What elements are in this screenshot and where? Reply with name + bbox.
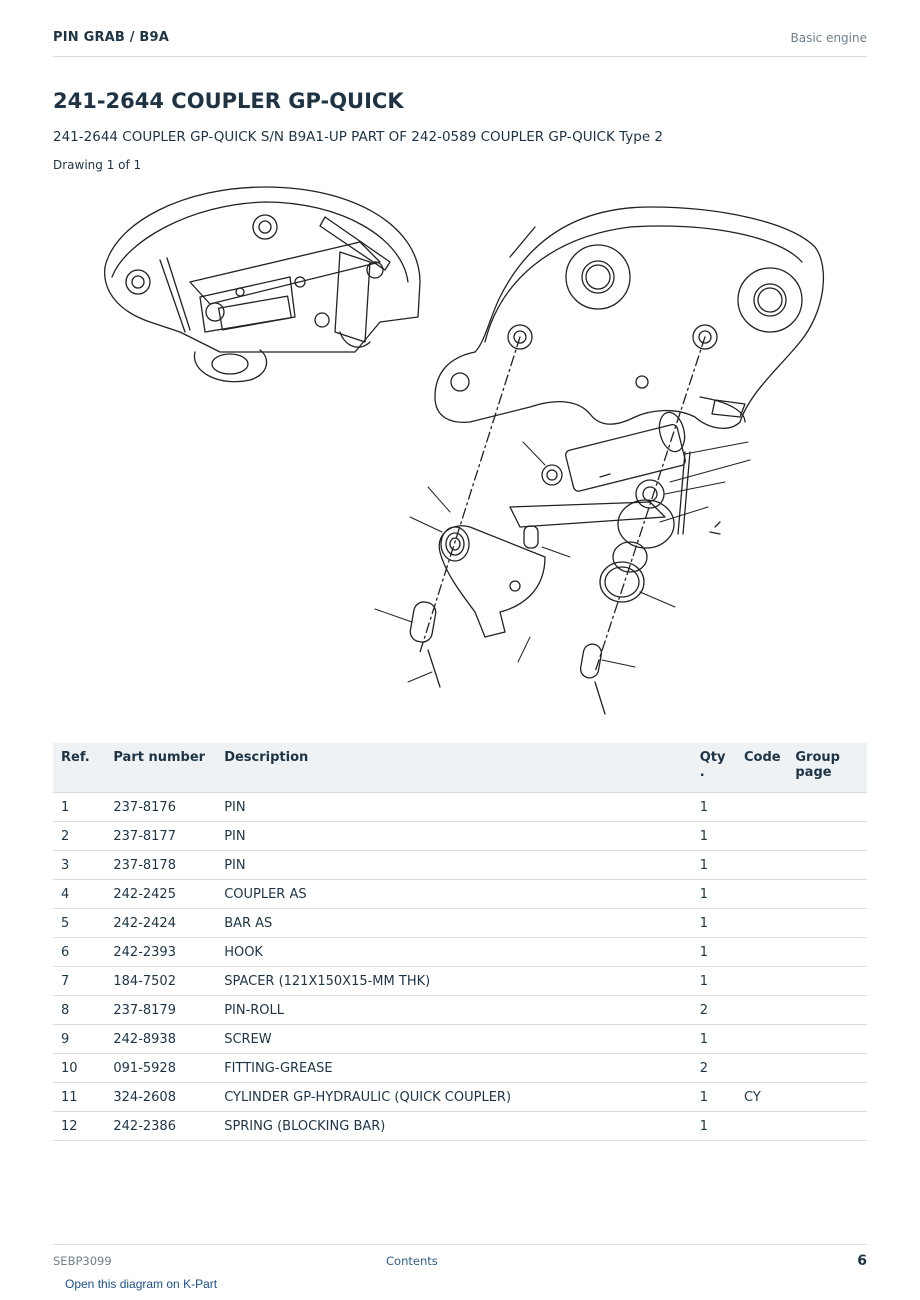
col-description: Description <box>216 743 692 793</box>
pins <box>409 452 720 714</box>
cell-description: SCREW <box>216 1025 692 1054</box>
cell-qty: 1 <box>692 1112 736 1141</box>
cell-ref: 8 <box>53 996 105 1025</box>
cell-qty: 1 <box>692 851 736 880</box>
cell-group-page <box>787 967 867 996</box>
cell-code <box>736 967 787 996</box>
table-row <box>53 1054 867 1083</box>
table-row <box>53 1083 867 1112</box>
cell-group-page <box>787 851 867 880</box>
cell-qty: 2 <box>692 1054 736 1083</box>
drawing-count: Drawing 1 of 1 <box>53 158 142 172</box>
cell-ref: 7 <box>53 967 105 996</box>
cell-code <box>736 851 787 880</box>
breadcrumb: PIN GRAB / B9A <box>53 30 170 45</box>
col-qty: Qty . <box>692 743 736 793</box>
cell-qty: 1 <box>692 938 736 967</box>
cell-part-number: 091-5928 <box>105 1054 216 1083</box>
cell-part-number: 237-8176 <box>105 793 216 822</box>
cell-ref: 5 <box>53 909 105 938</box>
cell-description: HOOK <box>216 938 692 967</box>
contents-link[interactable]: Contents <box>386 1254 438 1268</box>
cell-group-page <box>787 880 867 909</box>
cell-description: SPRING (BLOCKING BAR) <box>216 1112 692 1141</box>
cell-part-number: 242-2393 <box>105 938 216 967</box>
cell-description: PIN <box>216 822 692 851</box>
cell-group-page <box>787 1112 867 1141</box>
cell-part-number: 242-2386 <box>105 1112 216 1141</box>
table-row <box>53 1112 867 1141</box>
coupler-frame-exploded <box>435 207 823 428</box>
cell-group-page <box>787 1054 867 1083</box>
cell-group-page <box>787 996 867 1025</box>
col-code: Code <box>736 743 787 793</box>
cell-qty: 1 <box>692 1025 736 1054</box>
cell-part-number: 237-8179 <box>105 996 216 1025</box>
cell-group-page <box>787 1083 867 1112</box>
cell-qty: 1 <box>692 909 736 938</box>
cell-code <box>736 1112 787 1141</box>
cell-description: CYLINDER GP-HYDRAULIC (QUICK COUPLER) <box>216 1083 692 1112</box>
cell-code <box>736 822 787 851</box>
cell-group-page <box>787 938 867 967</box>
page-footer <box>53 1244 867 1275</box>
exploded-parts-diagram <box>90 182 860 722</box>
table-row <box>53 793 867 822</box>
cell-code <box>736 1025 787 1054</box>
cell-code <box>736 880 787 909</box>
cell-ref: 1 <box>53 793 105 822</box>
cell-description: FITTING-GREASE <box>216 1054 692 1083</box>
cell-ref: 11 <box>53 1083 105 1112</box>
cell-group-page <box>787 909 867 938</box>
assembled-coupler-view <box>105 187 420 382</box>
cell-code <box>736 793 787 822</box>
cell-group-page <box>787 1025 867 1054</box>
cell-code <box>736 996 787 1025</box>
table-row <box>53 851 867 880</box>
cell-description: COUPLER AS <box>216 880 692 909</box>
cell-part-number: 237-8178 <box>105 851 216 880</box>
page-header <box>53 28 867 57</box>
document-number: SEBP3099 <box>53 1254 112 1268</box>
cell-qty: 1 <box>692 880 736 909</box>
cell-qty: 1 <box>692 967 736 996</box>
col-part-number: Part number <box>105 743 216 793</box>
table-header-row <box>53 743 867 793</box>
cell-code <box>736 938 787 967</box>
cell-qty: 2 <box>692 996 736 1025</box>
cell-description: SPACER (121X150X15-MM THK) <box>216 967 692 996</box>
cell-qty: 1 <box>692 1083 736 1112</box>
cell-ref: 6 <box>53 938 105 967</box>
spacer-rings <box>600 542 647 602</box>
table-row <box>53 880 867 909</box>
col-ref: Ref. <box>53 743 105 793</box>
cell-ref: 12 <box>53 1112 105 1141</box>
cell-code: CY <box>736 1083 787 1112</box>
kpart-diagram-link[interactable]: Open this diagram on K-Part <box>65 1277 218 1291</box>
cell-group-page <box>787 793 867 822</box>
cell-part-number: 237-8177 <box>105 822 216 851</box>
cell-part-number: 324-2608 <box>105 1083 216 1112</box>
cell-code <box>736 909 787 938</box>
cell-qty: 1 <box>692 793 736 822</box>
table-row <box>53 1025 867 1054</box>
cell-ref: 4 <box>53 880 105 909</box>
cell-qty: 1 <box>692 822 736 851</box>
col-group-page: Group page <box>787 743 867 793</box>
cell-code <box>736 1054 787 1083</box>
cell-ref: 10 <box>53 1054 105 1083</box>
cell-description: PIN <box>216 793 692 822</box>
cell-part-number: 242-2425 <box>105 880 216 909</box>
table-row <box>53 967 867 996</box>
cell-part-number: 184-7502 <box>105 967 216 996</box>
cell-ref: 9 <box>53 1025 105 1054</box>
cell-description: PIN-ROLL <box>216 996 692 1025</box>
bar-assembly <box>510 480 674 548</box>
table-row <box>53 938 867 967</box>
cell-description: BAR AS <box>216 909 692 938</box>
cell-part-number: 242-8938 <box>105 1025 216 1054</box>
table-row <box>53 996 867 1025</box>
table-row <box>53 909 867 938</box>
cell-group-page <box>787 822 867 851</box>
cell-ref: 3 <box>53 851 105 880</box>
table-row <box>53 822 867 851</box>
parts-table <box>53 743 867 1141</box>
page-number: 6 <box>857 1253 867 1269</box>
cell-ref: 2 <box>53 822 105 851</box>
page-subtitle: 241-2644 COUPLER GP-QUICK S/N B9A1-UP PART OF 242-0589 COUPLER GP-QUICK Type 2 <box>53 129 664 145</box>
section-label: Basic engine <box>790 31 867 45</box>
cell-part-number: 242-2424 <box>105 909 216 938</box>
cell-description: PIN <box>216 851 692 880</box>
page-title: 241-2644 COUPLER GP-QUICK <box>53 89 404 113</box>
hydraulic-cylinder <box>542 410 688 492</box>
